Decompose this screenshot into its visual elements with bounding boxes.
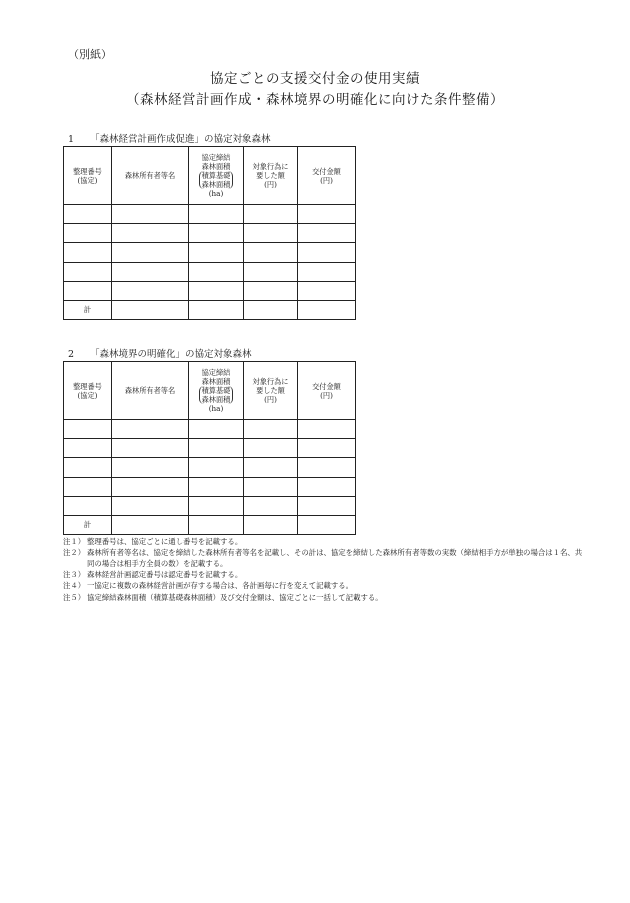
note-tag: 注１）: [63, 537, 86, 546]
table-row: [64, 477, 356, 496]
note-text: 森林所有者等名は、協定を締結した森林所有者等名を記載し、その計は、協定を締結した森林所有者等数の実数（締結相手方が単独の場合は１名、共同の場合は相手方全員の数）を記載する。: [87, 548, 583, 569]
header-grant: 交付金額 (円): [298, 147, 356, 205]
total-row: [64, 300, 356, 319]
table-row: [64, 262, 356, 281]
header-id: 整理番号 (協定): [64, 147, 112, 205]
table-row: [64, 224, 356, 243]
note-item: [63, 536, 583, 547]
section-1-table: [63, 146, 356, 320]
total-label: 計: [64, 300, 112, 319]
table-row: [64, 420, 356, 439]
table-row: [64, 205, 356, 224]
note-tag: 注２）: [63, 548, 86, 558]
note-tag: 注３）: [63, 570, 86, 580]
header-owner: 森林所有者等名: [112, 147, 189, 205]
total-row: [64, 515, 356, 534]
document-subtitle: （森林経営計画作成・森林境界の明確化に向けた条件整備）: [126, 92, 504, 108]
section-1-heading: [68, 131, 271, 145]
table-header-row: [64, 147, 356, 205]
note-item: [63, 547, 583, 569]
section-2-number: 2: [68, 349, 75, 360]
header-cost: 対象行為に 要した額 (円): [244, 147, 298, 205]
note-tag: 注５）: [63, 592, 86, 602]
note-item: [63, 592, 583, 603]
table-row: [64, 496, 356, 515]
notes-list: [63, 536, 583, 603]
total-label: 計: [64, 515, 112, 534]
section-2-table: [63, 361, 356, 535]
header-id: 整理番号 (協定): [64, 362, 112, 420]
header-cost: 対象行為に 要した額 (円): [244, 362, 298, 420]
header-area: 協定締結 森林面積 積算基礎 森林面積 (ha): [189, 147, 244, 205]
section-2-heading: [68, 346, 252, 360]
annex-label: （別紙）: [68, 48, 112, 61]
header-owner: 森林所有者等名: [112, 362, 189, 420]
note-tag: 注４）: [63, 581, 86, 591]
header-area: 協定締結 森林面積 積算基礎 森林面積 (ha): [189, 362, 244, 420]
table-header-row: [64, 362, 356, 420]
table-row: [64, 458, 356, 477]
note-text: 整理番号は、協定ごとに通し番号を記載する。: [87, 537, 243, 546]
note-text: 一協定に複数の森林経営計画が存する場合は、各計画毎に行を変えて記載する。: [87, 581, 354, 591]
note-item: [63, 580, 583, 591]
document-title: 協定ごとの支援交付金の使用実績: [210, 71, 420, 87]
table-row: [64, 243, 356, 262]
table-row: [64, 439, 356, 458]
section-1-title: 「森林経営計画作成促進」の協定対象森林: [90, 134, 271, 145]
section-1-number: 1: [68, 134, 75, 145]
note-text: 森林経営計画認定番号は認定番号を記載する。: [87, 570, 243, 580]
section-2-title: 「森林境界の明確化」の協定対象森林: [90, 349, 252, 360]
note-text: 協定締結森林面積（積算基礎森林面積）及び交付金額は、協定ごとに一括して記載する。: [87, 592, 383, 602]
table-row: [64, 281, 356, 300]
note-item: [63, 569, 583, 580]
header-grant: 交付金額 (円): [298, 362, 356, 420]
